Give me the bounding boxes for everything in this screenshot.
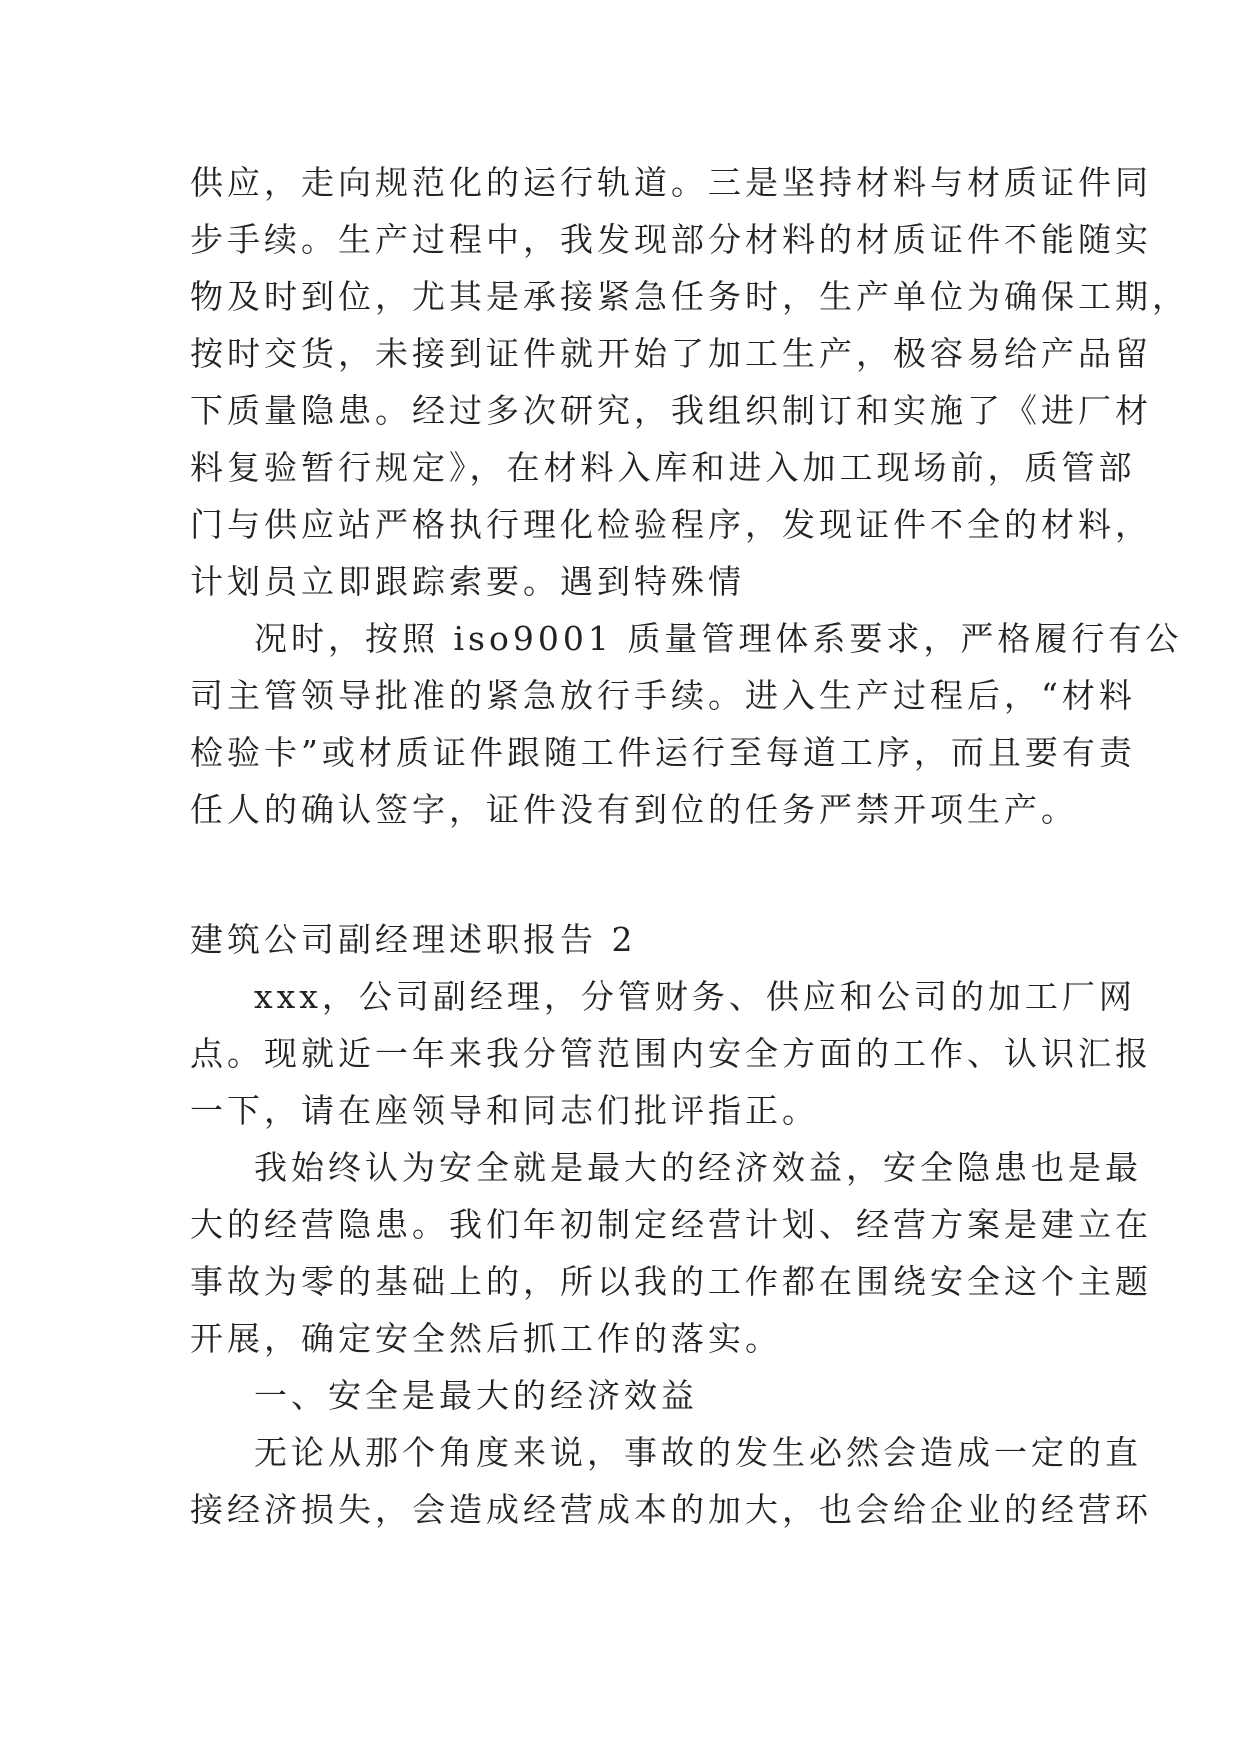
text-line: 物及时到位，尤其是承接紧急任务时，生产单位为确保工期， xyxy=(190,277,1189,316)
text-line: 检验卡”或材质证件跟随工件运行至每道工序，而且要有责 xyxy=(190,733,1136,772)
text-line: 司主管领导批准的紧急放行手续。进入生产过程后，“材料 xyxy=(190,676,1136,715)
section-heading: 建筑公司副经理述职报告 2 xyxy=(190,920,637,959)
text-line: 我始终认为安全就是最大的经济效益，安全隐患也是最 xyxy=(254,1148,1142,1187)
text-line: 按时交货，未接到证件就开始了加工生产，极容易给产品留 xyxy=(190,334,1152,373)
text-line: 接经济损失，会造成经营成本的加大，也会给企业的经营环 xyxy=(190,1490,1152,1529)
text-line: 事故为零的基础上的，所以我的工作都在围绕安全这个主题 xyxy=(190,1262,1152,1301)
text-line: xxx，公司副经理，分管财务、供应和公司的加工厂网 xyxy=(254,977,1136,1016)
text-line: 步手续。生产过程中，我发现部分材料的材质证件不能随实 xyxy=(190,220,1152,259)
text-line: 任人的确认签字，证件没有到位的任务严禁开项生产。 xyxy=(190,790,1078,829)
text-line: 门与供应站严格执行理化检验程序，发现证件不全的材料， xyxy=(190,505,1152,544)
subheading: 一、安全是最大的经济效益 xyxy=(254,1376,698,1415)
text-line: 下质量隐患。经过多次研究，我组织制订和实施了《进厂材 xyxy=(190,391,1152,430)
text-line: 况时，按照 iso9001 质量管理体系要求，严格履行有公 xyxy=(254,619,1183,658)
text-line: 点。现就近一年来我分管范围内安全方面的工作、认识汇报 xyxy=(190,1034,1152,1073)
text-line: 一下，请在座领导和同志们批评指正。 xyxy=(190,1091,819,1130)
text-line: 料复验暂行规定》，在材料入库和进入加工现场前，质管部 xyxy=(190,448,1136,487)
text-line: 大的经营隐患。我们年初制定经营计划、经营方案是建立在 xyxy=(190,1205,1152,1244)
text-line: 开展，确定安全然后抓工作的落实。 xyxy=(190,1319,782,1358)
text-line: 计划员立即跟踪索要。遇到特殊情 xyxy=(190,562,745,601)
text-line: 无论从那个角度来说，事故的发生必然会造成一定的直 xyxy=(254,1433,1142,1472)
text-line: 供应，走向规范化的运行轨道。三是坚持材料与材质证件同 xyxy=(190,163,1152,202)
